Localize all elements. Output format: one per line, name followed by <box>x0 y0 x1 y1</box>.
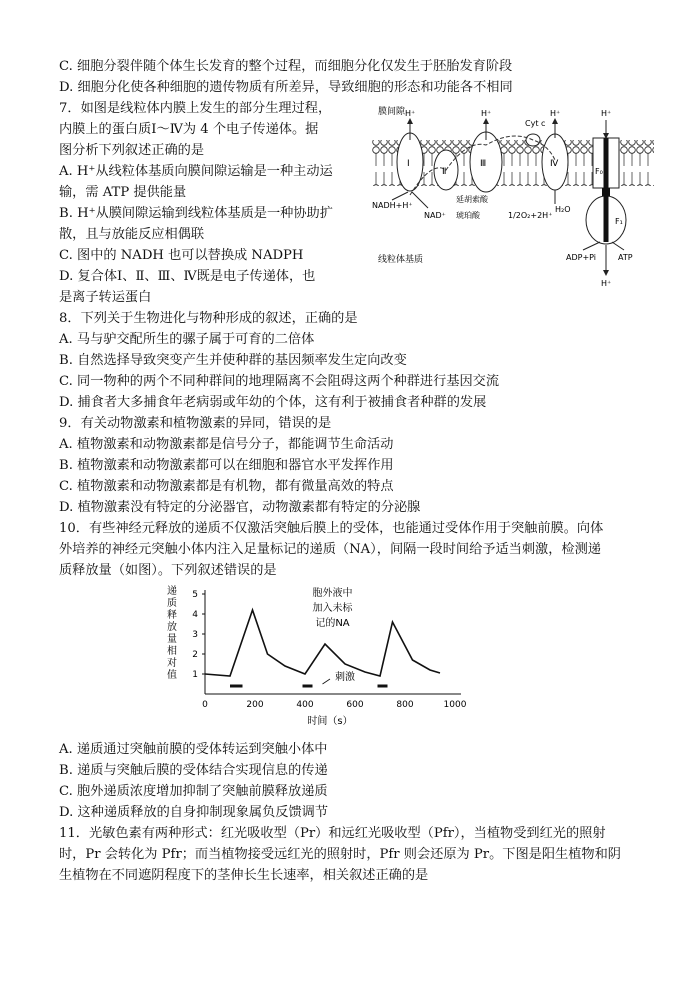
option-b: B. 递质与突触后膜的受体结合实现信息的传递 <box>59 763 328 778</box>
stimulus-pointer <box>323 679 331 684</box>
label-succinate: 琥珀酸 <box>456 211 480 220</box>
label-nadh: NADH+H⁺ <box>372 201 413 210</box>
x-tick-label: 400 <box>296 700 314 710</box>
question-7-stem: 7．如图是线粒体内膜上发生的部分生理过程， <box>59 101 332 116</box>
label-complex: Ⅱ <box>442 167 447 177</box>
label-complex: Ⅳ <box>550 159 559 169</box>
y-axis-label-char: 相 <box>167 646 177 657</box>
label-cytc: Cyt c <box>525 119 546 128</box>
label-o2: 1/2O₂+2H⁺ <box>508 211 553 220</box>
question-10-stem: 外培养的神经元突触小体内注入足量标记的递质（NA），间隔一段时间给予适当刺激，检测递 <box>59 542 601 557</box>
x-tick-label: 600 <box>346 700 364 710</box>
y-axis-label-char: 值 <box>167 670 177 681</box>
y-axis-label-char: 递 <box>167 586 177 597</box>
question-7-stem: 图分析下列叙述正确的是 <box>59 143 205 158</box>
annotation-line: 记的NA <box>315 618 350 629</box>
label-h: H⁺ <box>481 109 492 118</box>
question-11-stem: 时，Pr 会转化为 Pfr；而当植物接受远红光的照射时，Pfr 则会还原为 Pr。下图是阳生植物和阴 <box>59 847 621 862</box>
question-9-stem: 9．有关动物激素和植物激素的异同，错误的是 <box>59 416 332 431</box>
label-fumarate: 延胡索酸 <box>456 195 488 204</box>
y-axis-label-char: 质 <box>167 598 177 609</box>
label-nad: NAD⁺ <box>424 211 446 220</box>
label-atp: ATP <box>618 253 633 262</box>
mitochondria-membrane-diagram <box>372 100 654 290</box>
question-10-stem: 10．有些神经元释放的递质不仅激活突触后膜上的受体，也能通过受体作用于突触前膜。向体 <box>59 521 604 536</box>
y-axis-label-char: 对 <box>167 658 177 669</box>
x-axis-label: 时间（s） <box>307 716 353 727</box>
question-10-stem: 质释放量（如图）。下列叙述错误的是 <box>59 563 277 578</box>
option-d: 是离子转运蛋白 <box>59 290 152 305</box>
stimulus-label: 刺激 <box>335 672 355 683</box>
annotation-line: 胞外液中 <box>312 588 353 599</box>
label-h: H⁺ <box>601 109 612 118</box>
option-a: A. H⁺从线粒体基质向膜间隙运输是一种主动运 <box>59 164 333 179</box>
y-axis-label-char: 放 <box>167 622 177 633</box>
option-a: A. 马与驴交配所生的骡子属于可育的二倍体 <box>59 332 315 347</box>
y-tick-label: 3 <box>192 630 198 640</box>
option-d: D. 复合体Ⅰ、Ⅱ、Ⅲ、Ⅳ既是电子传递体，也 <box>59 269 316 284</box>
label-h: H⁺ <box>550 109 561 118</box>
label-complex: Ⅰ <box>407 159 410 169</box>
label-intermembrane: 膜间隙 <box>378 107 406 117</box>
label-complex: Ⅲ <box>480 159 487 169</box>
y-tick-label: 5 <box>192 590 198 600</box>
na-release-chart <box>160 582 480 732</box>
y-tick-label: 2 <box>192 650 198 660</box>
label-h: H⁺ <box>405 109 416 118</box>
option-c: C. 植物激素和动物激素都是有机物，都有微量高效的特点 <box>59 479 394 494</box>
option-d: D. 植物激素没有特定的分泌器官，动物激素都有特定的分泌腺 <box>59 500 421 515</box>
option-c: C. 胞外递质浓度增加抑制了突触前膜释放递质 <box>59 784 328 799</box>
label-fo: F₀ <box>595 167 603 176</box>
option-b: B. 自然选择导致突变产生并使种群的基因频率发生定向改变 <box>59 353 407 368</box>
option-c: C. 图中的 NADH 也可以替换成 NADPH <box>59 248 304 263</box>
option-c: C. 同一物种的两个不同种群间的地理隔离不会阻碍这两个种群进行基因交流 <box>59 374 500 389</box>
option-d: D. 捕食者大多捕食年老病弱或年幼的个体，这有利于被捕食者种群的发展 <box>59 395 487 410</box>
text-line: C. 细胞分裂伴随个体生长发育的整个过程，而细胞分化仅发生于胚胎发育阶段 <box>59 59 513 74</box>
y-tick-label: 4 <box>192 610 198 620</box>
x-tick-label: 800 <box>396 700 414 710</box>
option-b: 散，且与放能反应相偶联 <box>59 227 205 242</box>
option-d: D. 这种递质释放的自身抑制现象属负反馈调节 <box>59 805 329 820</box>
label-adp: ADP+Pi <box>566 253 597 262</box>
y-tick-label: 1 <box>192 670 198 680</box>
question-7-stem: 内膜上的蛋白质Ⅰ～Ⅳ为 4 个电子传递体。据 <box>59 122 319 137</box>
x-tick-label: 200 <box>246 700 264 710</box>
label-f1: F₁ <box>615 217 623 226</box>
y-axis-label-char: 释 <box>167 610 177 621</box>
label-h: H⁺ <box>601 279 612 288</box>
option-b: B. 植物激素和动物激素都可以在细胞和器官水平发挥作用 <box>59 458 394 473</box>
annotation-line: 加入未标 <box>312 603 353 614</box>
x-tick-label: 0 <box>202 700 208 710</box>
option-a: A. 植物激素和动物激素都是信号分子，都能调节生命活动 <box>59 437 394 452</box>
option-b: B. H⁺从膜间隙运输到线粒体基质是一种协助扩 <box>59 206 333 221</box>
y-axis-label-char: 量 <box>167 634 177 645</box>
label-matrix: 线粒体基质 <box>378 255 424 265</box>
question-8-stem: 8．下列关于生物进化与物种形成的叙述，正确的是 <box>59 311 358 326</box>
text-line: D. 细胞分化使各种细胞的遗传物质有所差异，导致细胞的形态和功能各不相同 <box>59 80 513 95</box>
question-11-stem: 11．光敏色素有两种形式：红光吸收型（Pr）和远红光吸收型（Pfr），当植物受到红光的照射 <box>59 826 606 841</box>
x-tick-label: 1000 <box>443 700 467 710</box>
label-h2o: H₂O <box>555 205 571 214</box>
option-a: 输，需 ATP 提供能量 <box>59 185 187 200</box>
option-a: A. 递质通过突触前膜的受体转运到突触小体中 <box>59 742 328 757</box>
question-11-stem: 生植物在不同遮阴程度下的茎伸长生长速率，相关叙述正确的是 <box>59 868 429 883</box>
